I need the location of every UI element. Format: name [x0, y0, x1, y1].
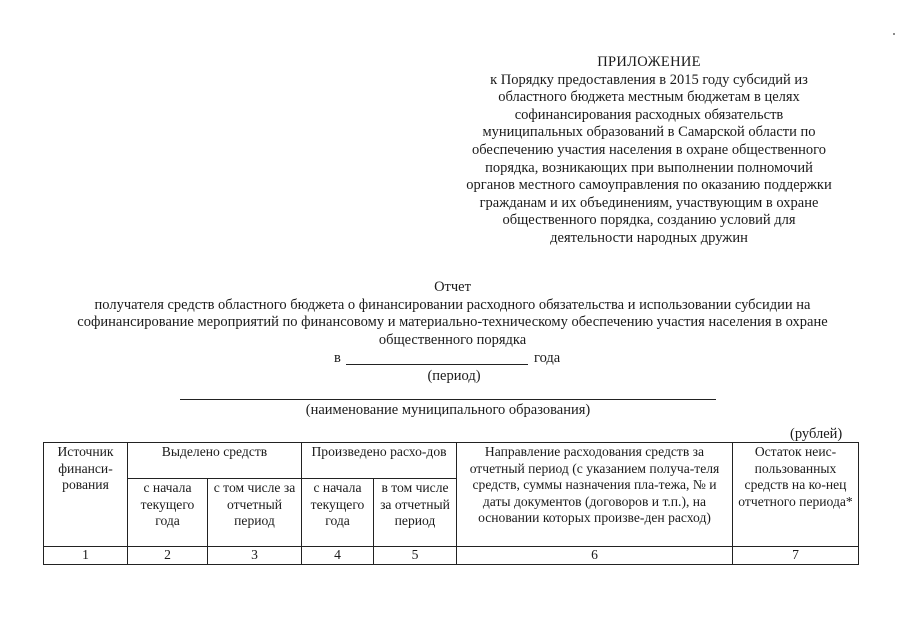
- report-subtitle-line: получателя средств областного бюджета о финансировании расходного обязательства и использовании субсидии на: [94, 296, 811, 313]
- appendix-line: деятельности народных дружин: [550, 229, 748, 246]
- appendix-line: областного бюджета местным бюджетам в целях: [498, 89, 800, 106]
- appendix-line: гражданам и их объединениям, участвующим в охране: [479, 194, 819, 211]
- scan-speck: [893, 33, 895, 35]
- appendix-line: софинансирования расходных обязательств: [514, 106, 784, 123]
- column-number: 7: [733, 547, 859, 565]
- period-prefix: в: [334, 350, 341, 366]
- appendix-block: [430, 54, 868, 248]
- appendix-line: муниципальных образований в Самарской области по: [482, 124, 816, 141]
- period-suffix: года: [534, 350, 561, 366]
- header-direction: Направление расходования средств за отчетный период (с указанием получа-теля средств, суммы назначения пла-тежа, № и даты документов (договоров и т.п.), на основании которых произве-ден расход): [457, 443, 733, 547]
- subheader-allocated-year: с начала текущего года: [128, 479, 208, 547]
- period-caption: (период): [427, 368, 481, 384]
- column-number: 4: [302, 547, 374, 565]
- appendix-line: обеспечению участия населения в охране общественного: [471, 141, 827, 158]
- subheader-spent-period: в том числе за отчетный период: [374, 479, 457, 547]
- period-blank-field[interactable]: [346, 364, 528, 365]
- report-title: Отчет: [434, 279, 471, 295]
- appendix-line: к Порядку предоставления в 2015 году субсидий из: [490, 71, 808, 88]
- header-remainder: Остаток неис-пользованных средств на ко-нец отчетного периода*: [733, 443, 859, 547]
- appendix-line: органов местного самоуправления по оказанию поддержки: [466, 177, 832, 194]
- appendix-line: порядка, возникающих при выполнении полномочий: [485, 159, 813, 176]
- column-number: 3: [208, 547, 302, 565]
- subheader-spent-year: с начала текущего года: [302, 479, 374, 547]
- column-number: 6: [457, 547, 733, 565]
- table-number-row: [44, 547, 859, 565]
- header-spent: Произведено расхо-дов: [302, 443, 457, 479]
- report-subtitle-line: общественного порядка: [378, 331, 527, 348]
- units-label: (рублей): [790, 426, 843, 442]
- municipality-blank-field[interactable]: [180, 399, 716, 400]
- report-subtitle-line: софинансирование мероприятий по финансовому и материально-техническому обеспечению участия населения в охране: [77, 314, 828, 330]
- column-number: 5: [374, 547, 457, 565]
- appendix-title: ПРИЛОЖЕНИЕ: [597, 54, 701, 70]
- column-number: 1: [44, 547, 128, 565]
- column-number: 2: [128, 547, 208, 565]
- table-header-row: [44, 443, 859, 479]
- report-heading: [30, 279, 875, 349]
- appendix-line: общественного порядка, созданию условий для: [502, 212, 796, 229]
- header-source: Источник финанси-рования: [44, 443, 128, 547]
- report-table: [43, 442, 859, 565]
- subheader-allocated-period: с том числе за отчетный период: [208, 479, 302, 547]
- municipality-caption: (наименование муниципального образования): [305, 402, 591, 418]
- header-allocated: Выделено средств: [128, 443, 302, 479]
